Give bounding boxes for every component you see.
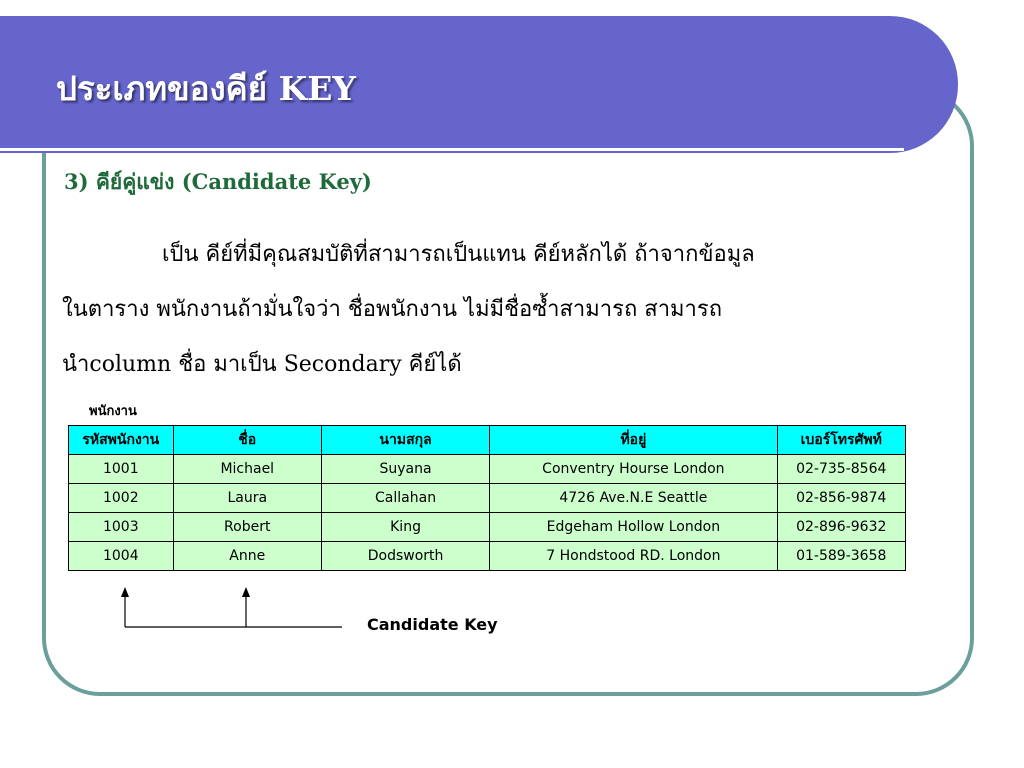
- column-header: เบอร์โทรศัพท์: [777, 426, 905, 455]
- table-cell: Suyana: [321, 455, 489, 484]
- table-cell: Laura: [173, 484, 321, 513]
- table-cell: 1004: [69, 542, 174, 571]
- table-row: [69, 513, 906, 542]
- column-header: ชื่อ: [173, 426, 321, 455]
- body-line: เป็น คีย์ที่มีคุณสมบัติที่สามารถเป็นแทน คีย์หลักได้ ถ้าจากข้อมูล: [162, 242, 755, 267]
- table-cell: 02-896-9632: [777, 513, 905, 542]
- table-cell: 01-589-3658: [777, 542, 905, 571]
- section-heading: 3) คีย์คู่แข่ง (Candidate Key): [64, 169, 372, 194]
- table-cell: Dodsworth: [321, 542, 489, 571]
- table-cell: Callahan: [321, 484, 489, 513]
- table-caption: พนักงาน: [89, 404, 137, 419]
- title-bar: [0, 16, 958, 153]
- table-cell: 02-735-8564: [777, 455, 905, 484]
- employee-table: [68, 425, 906, 571]
- table-cell: Conventry Hourse London: [490, 455, 777, 484]
- body-paragraph: [62, 230, 942, 395]
- body-line: ในตาราง พนักงานถ้ามั่นใจว่า ชื่อพนักงาน ไม่มีชื่อซ้ำสามารถ สามารถ: [62, 297, 723, 322]
- table-cell: 1001: [69, 455, 174, 484]
- table-cell: 4726 Ave.N.E Seattle: [490, 484, 777, 513]
- candidate-key-label: Candidate Key: [367, 615, 498, 634]
- table-cell: 02-856-9874: [777, 484, 905, 513]
- table-row: [69, 455, 906, 484]
- table-cell: Michael: [173, 455, 321, 484]
- table-row: [69, 484, 906, 513]
- table-row: [69, 542, 906, 571]
- table-cell: King: [321, 513, 489, 542]
- table-cell: Robert: [173, 513, 321, 542]
- table-header-row: [69, 426, 906, 455]
- table-cell: 1003: [69, 513, 174, 542]
- title-divider: [0, 148, 904, 151]
- table-cell: Edgeham Hollow London: [490, 513, 777, 542]
- table-cell: Anne: [173, 542, 321, 571]
- table-cell: 1002: [69, 484, 174, 513]
- column-header: รหัสพนักงาน: [69, 426, 174, 455]
- table-cell: 7 Hondstood RD. London: [490, 542, 777, 571]
- body-line: นำcolumn ชื่อ มาเป็น Secondary คีย์ได้: [62, 352, 462, 377]
- column-header: นามสกุล: [321, 426, 489, 455]
- candidate-key-arrows-icon: [110, 585, 350, 635]
- slide-title: ประเภทของคีย์ KEY: [56, 69, 356, 108]
- column-header: ที่อยู่: [490, 426, 777, 455]
